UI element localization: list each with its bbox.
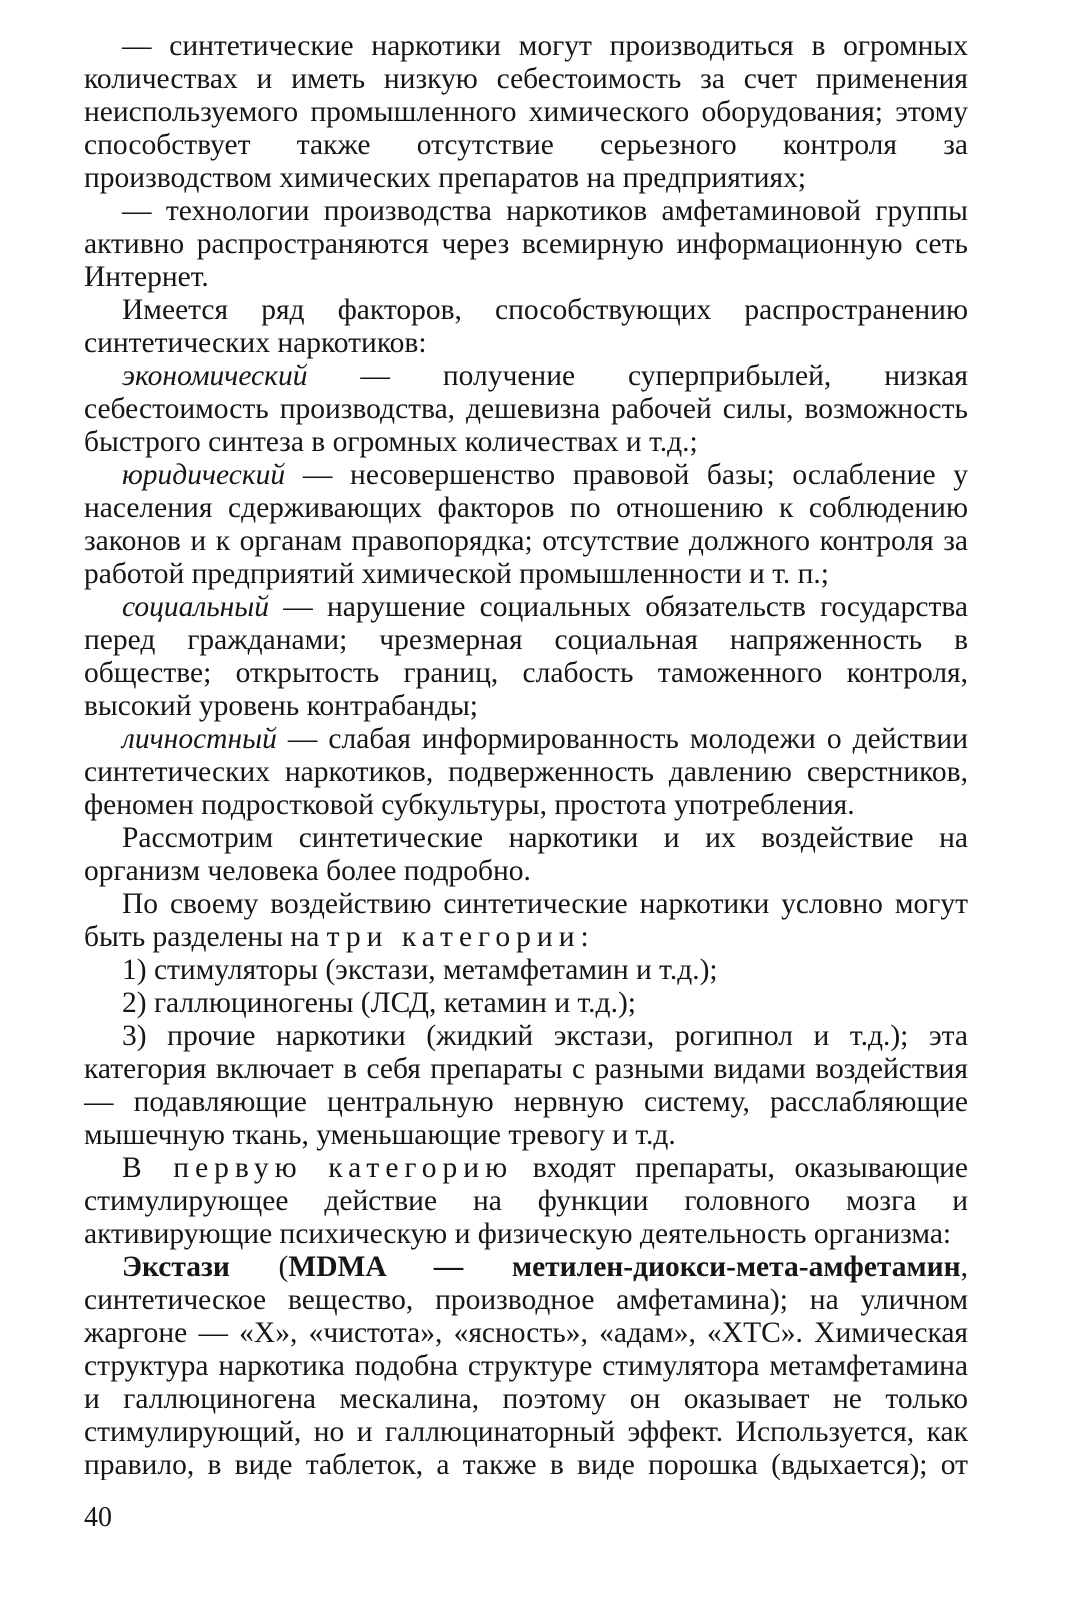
term-economic: экономический <box>122 360 308 392</box>
social-factor-text: — нарушение социальных обязательств государства перед гражданами; чрезмерная социальная напряженность в обществе; открытость границ, слабость таможенного контроля, высокий уровень контрабанды; <box>84 591 968 722</box>
paragraph-personal-factor <box>84 723 968 822</box>
spaced-first-category: В первую категорию <box>122 1152 514 1184</box>
term-personal: личностный <box>122 723 277 755</box>
paragraph-legal-factor <box>84 459 968 591</box>
paragraph-economic-factor <box>84 360 968 459</box>
ecstasy-heading: Экстази <box>122 1251 230 1283</box>
page-number: 40 <box>84 1502 112 1533</box>
personal-factor-text: — слабая информированность молодежи о действии синтетических наркотиков, подверженность давлению сверстников, феномен подростковой субкультуры, простота употребления. <box>84 723 968 821</box>
paragraph-synthetic-production: — синтетические наркотики могут производиться в огромных количествах и иметь низкую себестоимость за счет применения неиспользуемого промышленного химического оборудования; этому способствует также отсутствие серьезного контроля за производством химических препаратов на предприятиях; <box>84 30 968 194</box>
mdma-heading: MDMA — метилен-диокси-мета-амфетамин <box>288 1251 961 1283</box>
paragraph-internet-technology: — технологии производства наркотиков амфетаминовой группы активно распространяются через всемирную информационную сеть Интернет. <box>84 195 968 293</box>
ecstasy-open-paren: ( <box>229 1251 289 1283</box>
paragraph-factors-intro: Имеется ряд факторов, способствующих распространению синтетических наркотиков: <box>84 294 968 359</box>
legal-factor-text: — несовершенство правовой базы; ослабление у населения сдерживающих факторов по отношению к соблюдению законов и к органам правопорядка; отсутствие должного контроля за работой предприятий химической промышленности и т. п.; <box>84 459 968 590</box>
ecstasy-description: , синтетическое вещество, производное амфетамина); на уличном жаргоне — «X», «чистота», «ясность», «адам», «XTC». Химическая структура наркотика подобна структуре стимулятора метамфетамина и галлюциногена мескалина, поэтому он оказывает не только стимулирующий, но и галлюцинаторный эффект. Используется, как правило, в виде таблеток, а также в виде порошка (вдыхается); от <box>84 1251 968 1480</box>
paragraph-ecstasy <box>84 1251 968 1480</box>
page-text <box>84 30 968 1480</box>
paragraph-first-category <box>84 1152 968 1251</box>
list-item-hallucinogens: 2) галлюциногены (ЛСД, кетамин и т.д.); <box>122 987 636 1019</box>
paragraph-detailed-review: Рассмотрим синтетические наркотики и их воздействие на организм человека более подробно. <box>84 822 968 887</box>
economic-factor-text: — получение суперприбылей, низкая себестоимость производства, дешевизна рабочей силы, возможность быстрого синтеза в огромных количествах и т.д.; <box>84 360 968 458</box>
spaced-three-categories: три категории <box>326 921 581 953</box>
paragraph-social-factor <box>84 591 968 723</box>
categories-intro-text: По своему воздействию синтетические наркотики условно могут быть разделены на <box>84 888 968 953</box>
term-legal: юридический <box>122 459 286 491</box>
term-social: социальный <box>122 591 270 623</box>
paragraph-categories-intro <box>84 888 968 954</box>
list-item-stimulants: 1) стимуляторы (экстази, метамфетамин и т.д.); <box>122 954 718 986</box>
first-category-text: входят препараты, оказывающие стимулирующее действие на функции головного мозга и активирующие психическую и физическую деятельность организма: <box>84 1152 968 1250</box>
list-item-other-drugs: 3) прочие наркотики (жидкий экстази, рогипнол и т.д.); эта категория включает в себя препараты с разными видами воздействия — подавляющие центральную нервную систему, расслабляющие мышечную ткань, уменьшающие тревогу и т.д. <box>84 1020 968 1151</box>
categories-intro-colon: : <box>580 921 589 953</box>
